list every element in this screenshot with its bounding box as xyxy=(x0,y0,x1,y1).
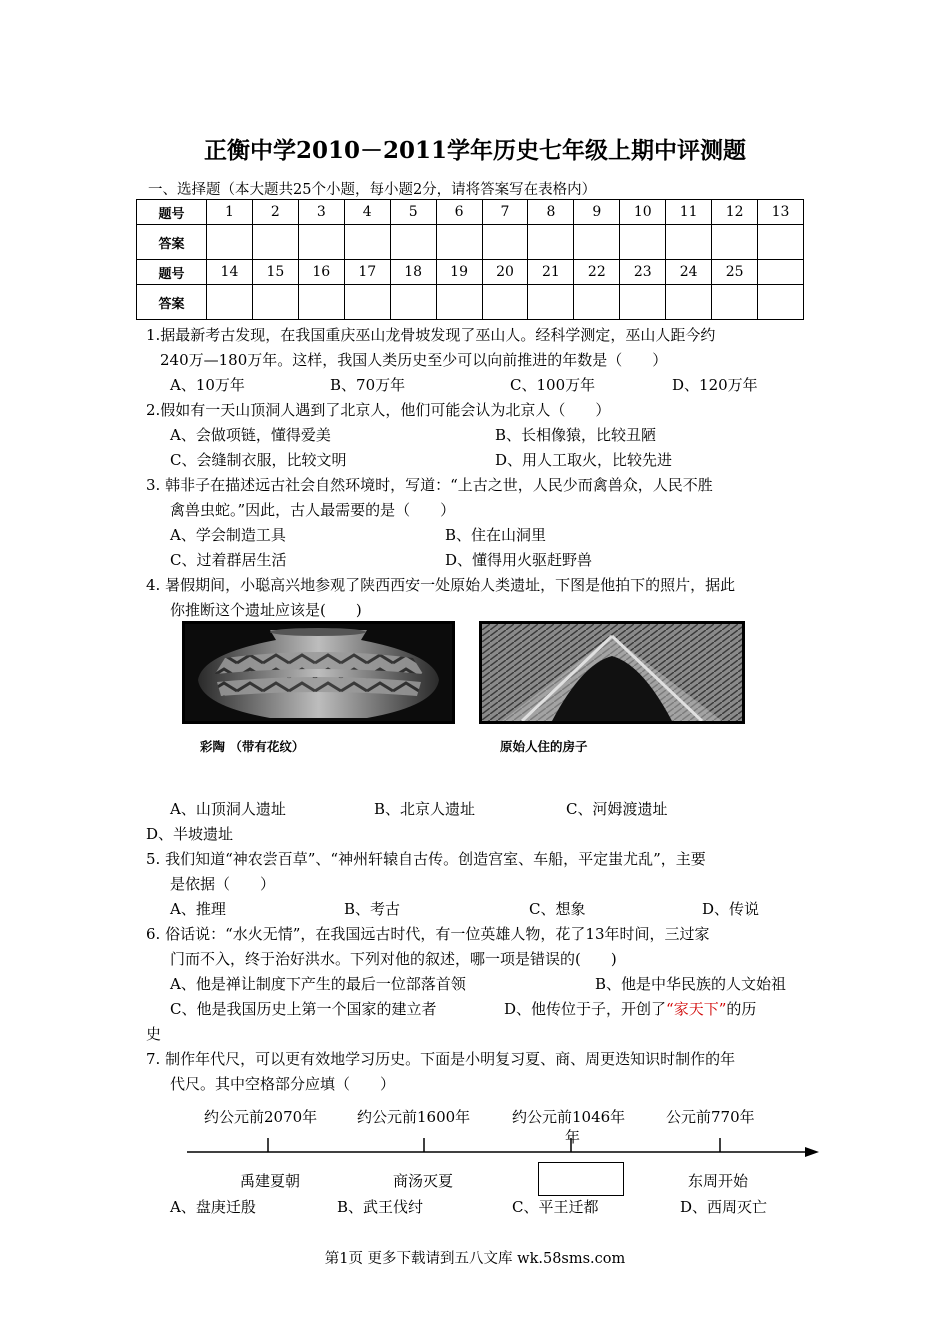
question-number: 16 xyxy=(298,260,344,285)
answer-cell[interactable] xyxy=(712,285,758,320)
answer-cell[interactable] xyxy=(666,225,712,260)
answer-cell[interactable] xyxy=(482,225,528,260)
question-number: 10 xyxy=(620,200,666,225)
pottery-vase-icon xyxy=(185,624,452,721)
q4-option-b[interactable]: B、北京人遗址 xyxy=(374,800,476,818)
timeline-event-4: 东周开始 xyxy=(688,1172,749,1190)
q5-stem: 5. 我们知道“神农尝百草”、“神州轩辕自古传。创造宫室、车船，平定蚩尤乱”，主要 xyxy=(146,850,706,868)
q6-option-c[interactable]: C、他是我国历史上第一个国家的建立者 xyxy=(170,1000,437,1018)
q7-option-a[interactable]: A、盘庚迁殷 xyxy=(170,1198,256,1216)
q5-stem-cont: 是依据（ ） xyxy=(170,875,276,893)
table-row xyxy=(137,260,804,285)
q7-stem: 7. 制作年代尺，可以更有效地学习历史。下面是小明复习夏、商、周更迭知识时制作的年 xyxy=(146,1050,736,1068)
question-number: 20 xyxy=(482,260,528,285)
q1-option-c[interactable]: C、100万年 xyxy=(510,376,596,394)
q2-option-a[interactable]: A、会做项链，懂得爱美 xyxy=(170,426,331,444)
timeline-date-3-wrap: 年 xyxy=(565,1128,581,1146)
q4-option-d[interactable]: D、半坡遗址 xyxy=(146,825,234,843)
page-title: 正衡中学2010－2011学年历史七年级上期中评测题 xyxy=(203,137,747,164)
timeline-event-1: 禹建夏朝 xyxy=(240,1172,301,1190)
q6-option-d-text-end: 的历 xyxy=(726,1000,757,1018)
question-number: 22 xyxy=(574,260,620,285)
q7-option-c[interactable]: C、平王迁都 xyxy=(512,1198,599,1216)
answer-cell[interactable] xyxy=(252,285,298,320)
answer-cell[interactable] xyxy=(390,285,436,320)
painted-pottery-photo xyxy=(182,621,455,724)
q1-option-b[interactable]: B、70万年 xyxy=(330,376,406,394)
timeline-date-3: 约公元前1046年 xyxy=(512,1108,626,1126)
timeline-date-1: 约公元前2070年 xyxy=(204,1108,318,1126)
q3-option-b[interactable]: B、住在山洞里 xyxy=(445,526,547,544)
q4-stem: 4. 暑假期间，小聪高兴地参观了陕西西安一处原始人类遗址，下图是他拍下的照片，据此 xyxy=(146,576,736,594)
answer-cell[interactable] xyxy=(298,225,344,260)
q6-option-d[interactable] xyxy=(504,998,756,1019)
question-number: 17 xyxy=(344,260,390,285)
row-label: 答案 xyxy=(137,285,207,320)
q7-stem-cont: 代尺。其中空格部分应填（ ） xyxy=(170,1075,396,1093)
timeline-axis xyxy=(185,1134,825,1164)
question-number: 15 xyxy=(252,260,298,285)
table-row xyxy=(137,285,804,320)
answer-cell[interactable] xyxy=(390,225,436,260)
answer-cell[interactable] xyxy=(666,285,712,320)
q1-stem-cont: 240万—180万年。这样，我国人类历史至少可以向前推进的年数是（ ） xyxy=(160,351,668,369)
pottery-caption: 彩陶 （带有花纹） xyxy=(200,739,305,754)
q1-option-a[interactable]: A、10万年 xyxy=(170,376,245,394)
q3-option-c[interactable]: C、过着群居生活 xyxy=(170,551,287,569)
q5-option-c[interactable]: C、想象 xyxy=(529,900,586,918)
q6-stem: 6. 俗话说：“水火无情”，在我国远古时代，有一位英雄人物，花了13年时间，三过家 xyxy=(146,925,710,943)
answer-cell[interactable] xyxy=(758,285,804,320)
question-number: 25 xyxy=(712,260,758,285)
answer-cell[interactable] xyxy=(620,225,666,260)
q6-option-d-quote: “家天下” xyxy=(666,1000,727,1018)
q6-stem-cont: 门而不入，终于治好洪水。下列对他的叙述，哪一项是错误的( ) xyxy=(170,950,617,968)
question-number: 6 xyxy=(436,200,482,225)
answer-table xyxy=(136,199,804,320)
question-number: 3 xyxy=(298,200,344,225)
answer-cell[interactable] xyxy=(574,225,620,260)
row-label: 题号 xyxy=(137,200,207,225)
q3-stem: 3. 韩非子在描述远古社会自然环境时，写道：“上古之世，人民少而禽兽众，人民不胜 xyxy=(146,476,713,494)
timeline-date-4: 公元前770年 xyxy=(666,1108,755,1126)
row-label: 答案 xyxy=(137,225,207,260)
q2-option-d[interactable]: D、用人工取火，比较先进 xyxy=(495,451,673,469)
q4-option-a[interactable]: A、山顶洞人遗址 xyxy=(170,800,286,818)
q2-option-b[interactable]: B、长相像猿，比较丑陋 xyxy=(495,426,657,444)
timeline-blank-box[interactable] xyxy=(538,1162,624,1196)
question-number: 9 xyxy=(574,200,620,225)
q6-option-a[interactable]: A、他是禅让制度下产生的最后一位部落首领 xyxy=(170,975,466,993)
answer-cell[interactable] xyxy=(298,285,344,320)
answer-cell[interactable] xyxy=(574,285,620,320)
answer-cell[interactable] xyxy=(482,285,528,320)
q5-option-d[interactable]: D、传说 xyxy=(702,900,760,918)
answer-cell[interactable] xyxy=(207,285,253,320)
page-footer: 第1页 更多下载请到五八文库 wk.58sms.com xyxy=(324,1251,626,1267)
q3-option-a[interactable]: A、学会制造工具 xyxy=(170,526,286,544)
question-number: 4 xyxy=(344,200,390,225)
q4-option-c[interactable]: C、河姆渡遗址 xyxy=(566,800,668,818)
section-heading: 一、选择题（本大题共25个小题，每小题2分，请将答案写在表格内） xyxy=(148,182,597,198)
question-number: 2 xyxy=(252,200,298,225)
answer-cell[interactable] xyxy=(528,285,574,320)
q2-stem: 2.假如有一天山顶洞人遇到了北京人，他们可能会认为北京人（ ） xyxy=(146,401,611,419)
q6-option-d-text: D、他传位于子，开创了 xyxy=(504,1000,667,1018)
question-number: 14 xyxy=(207,260,253,285)
q2-option-c[interactable]: C、会缝制衣服，比较文明 xyxy=(170,451,347,469)
question-number: 21 xyxy=(528,260,574,285)
table-row xyxy=(137,200,804,225)
table-row xyxy=(137,225,804,260)
answer-cell[interactable] xyxy=(252,225,298,260)
q7-option-d[interactable]: D、西周灭亡 xyxy=(680,1198,768,1216)
question-number: 1 xyxy=(207,200,253,225)
question-number: 11 xyxy=(666,200,712,225)
q1-stem: 1.据最新考古发现，在我国重庆巫山龙骨坡发现了巫山人。经科学测定，巫山人距今约 xyxy=(146,326,716,344)
row-label: 题号 xyxy=(137,260,207,285)
answer-cell[interactable] xyxy=(207,225,253,260)
answer-cell[interactable] xyxy=(344,285,390,320)
question-number: 12 xyxy=(712,200,758,225)
question-number: 19 xyxy=(436,260,482,285)
q4-stem-cont: 你推断这个遗址应该是( ) xyxy=(170,601,362,619)
question-number: 18 xyxy=(390,260,436,285)
answer-cell[interactable] xyxy=(528,225,574,260)
answer-cell[interactable] xyxy=(436,285,482,320)
hut-icon xyxy=(482,624,742,721)
question-number: 13 xyxy=(758,200,804,225)
q5-option-a[interactable]: A、推理 xyxy=(170,900,226,918)
q6-option-d-wrap: 史 xyxy=(146,1025,162,1043)
q1-option-d[interactable]: D、120万年 xyxy=(672,376,758,394)
q3-stem-cont: 禽兽虫蛇。”因此，古人最需要的是（ ） xyxy=(170,501,456,519)
timeline-date-2: 约公元前1600年 xyxy=(357,1108,471,1126)
house-caption: 原始人住的房子 xyxy=(500,739,588,754)
answer-cell[interactable] xyxy=(758,225,804,260)
answer-cell[interactable] xyxy=(712,225,758,260)
q7-option-b[interactable]: B、武王伐纣 xyxy=(337,1198,424,1216)
q6-option-b[interactable]: B、他是中华民族的人文始祖 xyxy=(595,975,787,993)
answer-cell[interactable] xyxy=(436,225,482,260)
q5-option-b[interactable]: B、考古 xyxy=(344,900,401,918)
question-number: 24 xyxy=(666,260,712,285)
question-number: 8 xyxy=(528,200,574,225)
question-number: 7 xyxy=(482,200,528,225)
q3-option-d[interactable]: D、懂得用火驱赶野兽 xyxy=(445,551,593,569)
question-number: 23 xyxy=(620,260,666,285)
question-number xyxy=(758,260,804,285)
question-number: 5 xyxy=(390,200,436,225)
answer-cell[interactable] xyxy=(344,225,390,260)
timeline-event-2: 商汤灭夏 xyxy=(393,1172,454,1190)
primitive-house-photo xyxy=(479,621,745,724)
answer-cell[interactable] xyxy=(620,285,666,320)
